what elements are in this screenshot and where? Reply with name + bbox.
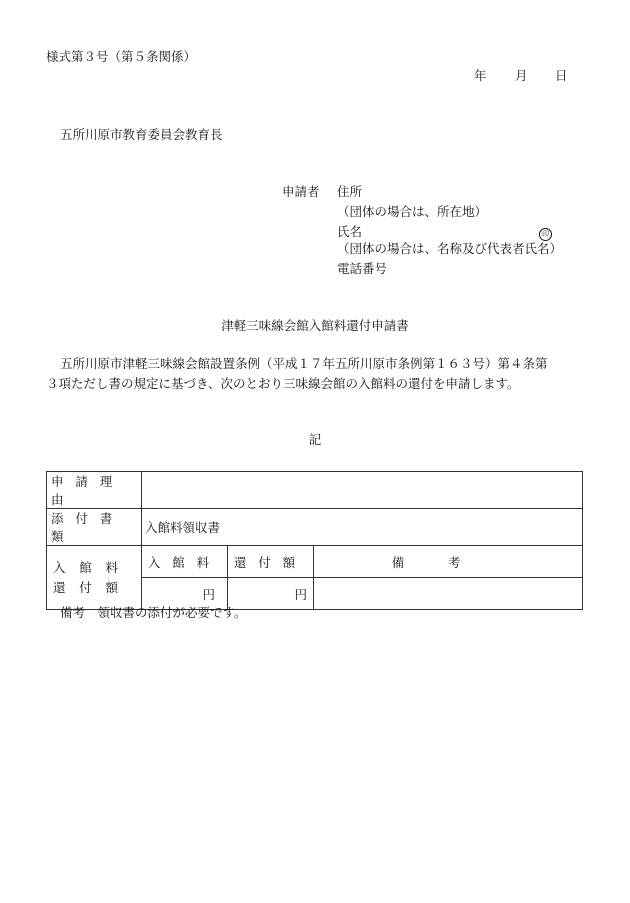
fee-header-row <box>47 546 583 578</box>
date-year: 年 <box>474 68 487 83</box>
fee-label-cell <box>47 546 142 610</box>
phone-label: 電話番号 <box>337 261 388 276</box>
docs-label: 添付書類 <box>51 511 125 544</box>
name-note: （団体の場合は、名称及び代表者氏名） <box>337 241 563 256</box>
document-title: 津軽三味線会館入館料還付申請書 <box>221 318 409 333</box>
docs-value: 入館料領収書 <box>142 509 583 546</box>
date-month: 月 <box>515 68 528 83</box>
remarks-value[interactable] <box>314 578 583 610</box>
footnote: 備考 領収書の添付が必要です。 <box>60 605 247 620</box>
body-line-1: 五所川原市津軽三味線会館設置条例（平成１７年五所川原市条例第１６３号）第４条第 <box>60 356 548 371</box>
docs-row <box>47 509 583 546</box>
col-admission: 入館料 <box>147 554 222 570</box>
reason-row <box>47 472 583 509</box>
seal-icon: 印 <box>539 228 552 241</box>
address-note: （団体の場合は、所在地） <box>337 204 488 219</box>
addressee: 五所川原市教育委員会教育長 <box>60 127 223 142</box>
fee-label-2: 還付額 <box>53 579 132 595</box>
reason-value[interactable] <box>142 472 583 509</box>
yen-unit-2: 円 <box>294 586 307 602</box>
yen-unit-1: 円 <box>202 586 215 602</box>
body-line-2: ３項ただし書の規定に基づき、次のとおり三味線会館の入館料の還付を申請します。 <box>46 376 520 391</box>
fee-label-1: 入館料 <box>53 559 132 575</box>
form-number: 様式第３号（第５条関係） <box>46 49 197 64</box>
col-remarks: 備考 <box>391 554 505 570</box>
applicant-label: 申請者 <box>282 184 320 199</box>
name-label: 氏名 <box>337 224 363 239</box>
application-table <box>46 471 583 610</box>
reason-label: 申請理由 <box>51 474 125 507</box>
ki-heading: 記 <box>308 432 322 447</box>
date-day: 日 <box>555 68 568 83</box>
address-label: 住所 <box>337 184 363 199</box>
seal-mark <box>539 224 552 241</box>
col-refund: 還付額 <box>233 554 308 570</box>
